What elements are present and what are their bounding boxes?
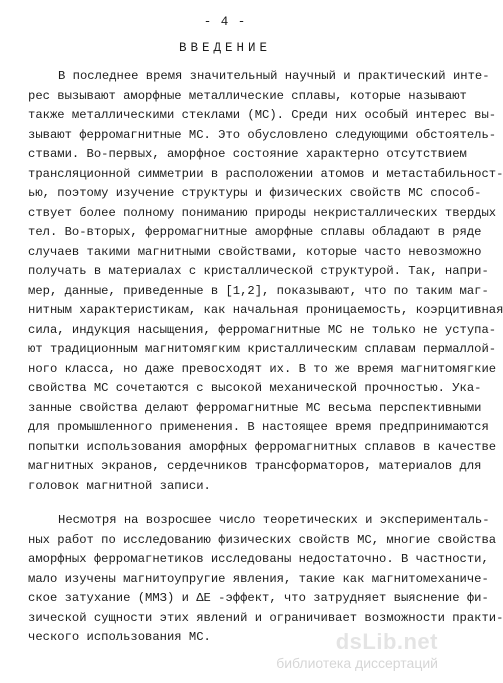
watermark-logo: dsLib.net: [335, 629, 438, 654]
watermark: [276, 629, 438, 673]
text-line: получать в материалах с кристаллической структурой. Так, напри-: [28, 264, 489, 278]
text-line: трансляционной симметрии в расположении атомов и метастабильност-: [28, 166, 503, 181]
text-line: головок магнитной записи.: [28, 478, 211, 493]
text-line: мало изучены магнитоупругие явления, такие как магнитомеханиче-: [28, 571, 489, 586]
text-line: зывают ферромагнитные МС. Это обусловлено следующими обстоятель-: [28, 127, 497, 142]
text-line: свойства МС сочетаются с высокой механической прочностью. Ука-: [28, 381, 482, 395]
text-line: мер, данные, приведенные в [1,2], показывают, что по таким маг-: [28, 283, 489, 298]
text-line: ческого использования МС.: [28, 630, 211, 644]
text-line: сила, индукция насыщения, ферромагнитные МС не только не уступа-: [28, 322, 497, 337]
text-line: рес вызывают аморфные металлические сплавы, которые называют: [28, 88, 467, 103]
text-line: ных работ по исследованию физических свойств МС, многие свойства: [28, 532, 497, 547]
text-line: ного класса, но даже превосходят их. В то же время магнитомягкие: [28, 361, 497, 376]
text-line: Несмотря на возросшее число теоретических и эксперименталь-: [58, 513, 490, 527]
text-line: аморфных ферромагнетиков исследованы недостаточно. В частности,: [28, 552, 489, 566]
section-title: ВВЕДЕНИЕ: [178, 41, 271, 55]
text-line: ствами. Во-первых, аморфное состояние характерно отсутствием: [28, 147, 467, 161]
text-line: магнитных экранов, сердечников трансформаторов, материалов для: [28, 459, 482, 473]
text-line: попытки использования аморфных ферромагнитных сплавов в качестве: [28, 439, 497, 454]
text-line: занные свойства делают ферромагнитные МС весьма перспективными: [28, 400, 482, 415]
page-number: - 4 -: [203, 15, 247, 29]
text-line: ью, поэтому изучение структуры и физических свойств МС способ-: [28, 186, 482, 200]
text-line: нитным характеристикам, как начальная проницаемость, коэрцитивная: [28, 303, 503, 317]
text-line: случаев такими магнитными свойствами, которые часто невозможно: [28, 244, 482, 259]
text-line: для промышленного применения. В настоящее время предпринимаются: [28, 420, 489, 434]
text-line: В последнее время значительный научный и практический инте-: [58, 69, 490, 83]
text-line: ют традиционным магнитомягким кристаллическим сплавам пермаллой-: [28, 342, 497, 356]
text-line: тел. Во-вторых, ферромагнитные аморфные сплавы обладают в ряде: [28, 225, 482, 239]
text-line: ствует более полному пониманию природы некристаллических твердых: [28, 205, 497, 220]
watermark-subtitle: библиотека диссертаций: [276, 655, 438, 671]
text-line: также металлическими стеклами (МС). Среди них особый интерес вы-: [28, 108, 497, 122]
text-line: зической сущности этих явлений и ограничивает возможности практи-: [28, 610, 503, 625]
text-line: ское затухание (ММЗ) и ΔE -эффект, что затрудняет выяснение фи-: [28, 591, 489, 605]
